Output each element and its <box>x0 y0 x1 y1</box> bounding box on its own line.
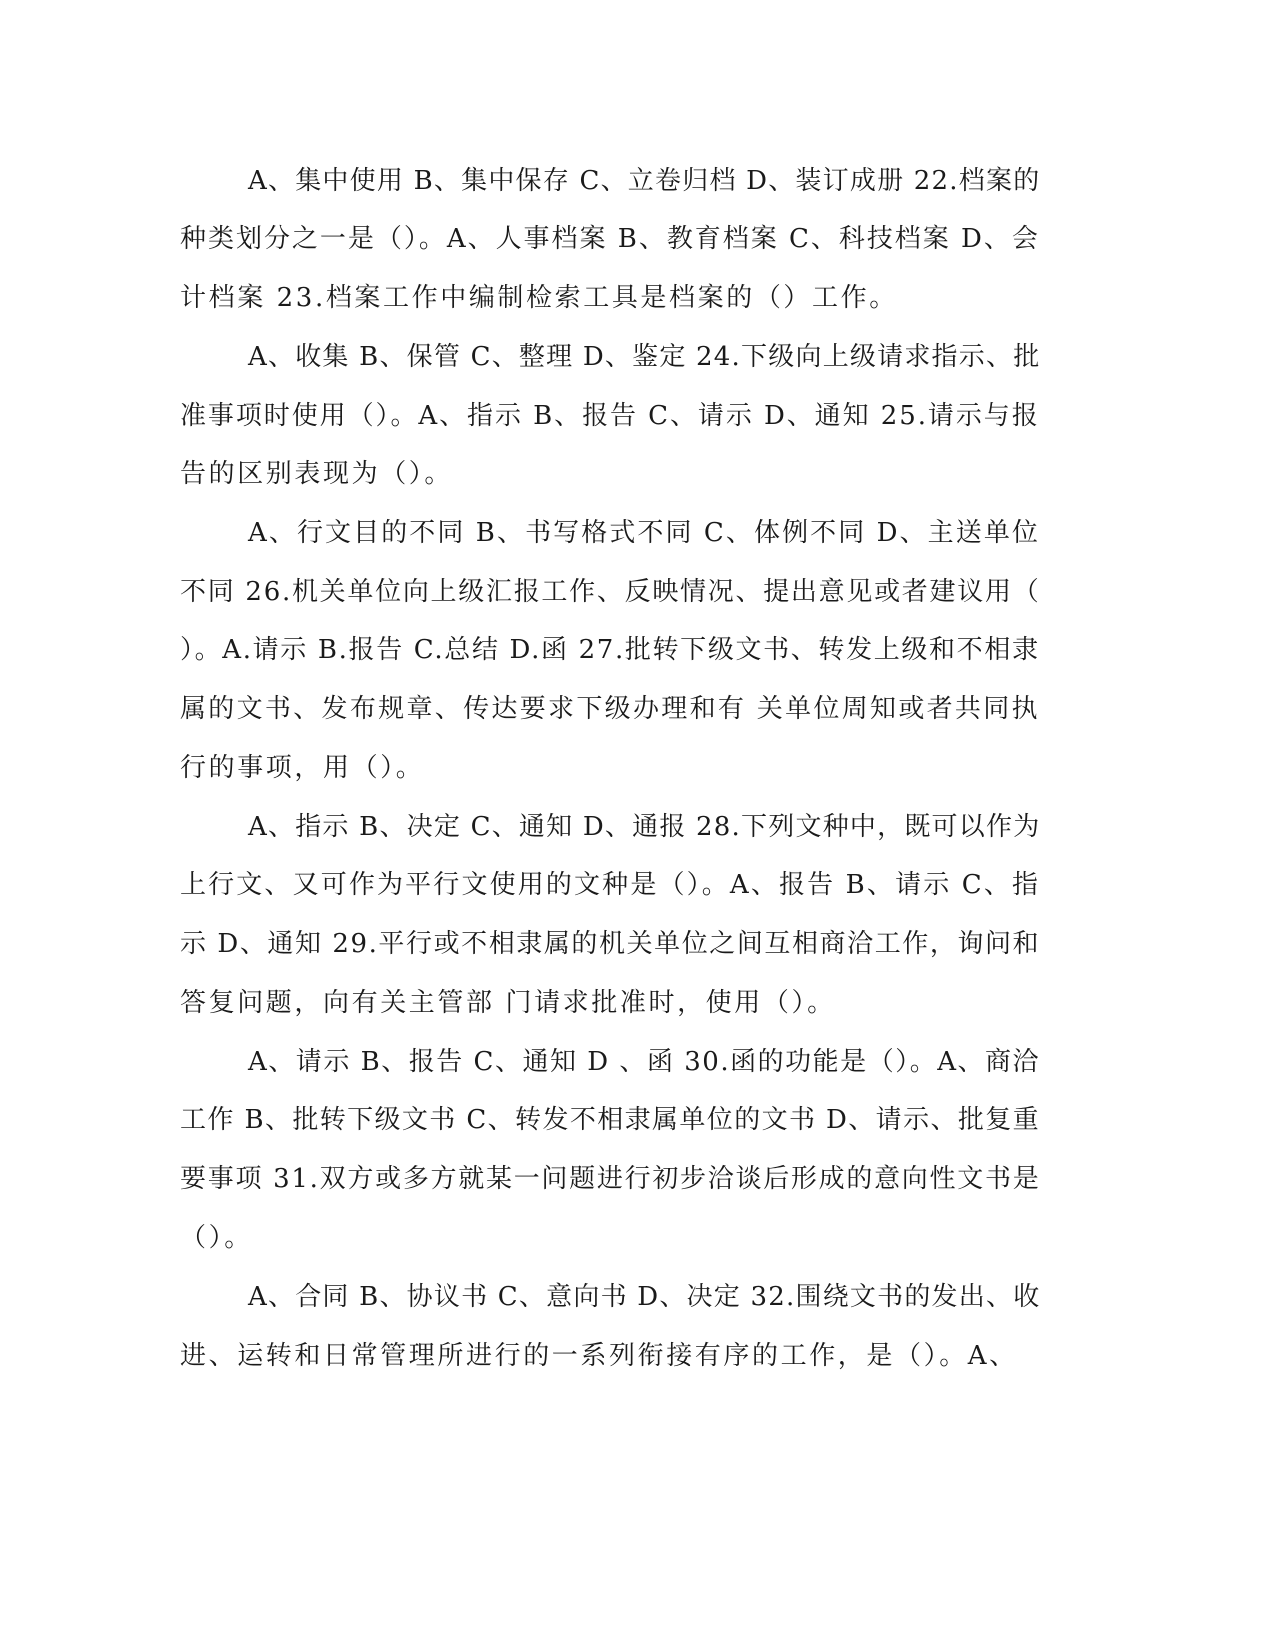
paragraph-2-line-3: 告的区别表现为（）。 <box>180 459 454 489</box>
paragraph-2-line-1: A、收集 B、保管 C、整理 D、鉴定 24.下级向上级请求指示、批 <box>248 342 1041 372</box>
paragraph-4-line-3: 示 D、通知 29.平行或不相隶属的机关单位之间互相商洽工作，询问和 <box>180 929 1041 959</box>
paragraph-3-line-3: ）。A.请示 B.报告 C.总结 D.函 27.批转下级文书、转发上级和不相隶 <box>180 635 1040 665</box>
paragraph-4-line-4: 答复问题，向有关主管部 门请求批准时，使用（）。 <box>180 988 836 1018</box>
paragraph-3-line-4: 属的文书、发布规章、传达要求下级办理和有 关单位周知或者共同执 <box>180 694 1040 724</box>
paragraph-6-line-1: A、合同 B、协议书 C、意向书 D、决定 32.围绕文书的发出、收 <box>248 1282 1041 1312</box>
paragraph-5-line-2: 工作 B、批转下级文书 C、转发不相隶属单位的文书 D、请示、批复重 <box>180 1105 1041 1135</box>
paragraph-3-line-2: 不同 26.机关单位向上级汇报工作、反映情况、提出意见或者建议用（ <box>180 577 1041 607</box>
paragraph-1-line-1: A、集中使用 B、集中保存 C、立卷归档 D、装订成册 22.档案的 <box>248 166 1041 196</box>
paragraph-2-line-2: 准事项时使用（）。A、指示 B、报告 C、请示 D、通知 25.请示与报 <box>180 401 1040 431</box>
paragraph-1-line-3: 计档案 23.档案工作中编制检索工具是档案的（）工作。 <box>180 283 898 313</box>
paragraph-6-line-2: 进、运转和日常管理所进行的一系列衔接有序的工作，是（）。A、 <box>180 1341 1018 1371</box>
paragraph-3-line-1: A、行文目的不同 B、书写格式不同 C、体例不同 D、主送单位 <box>248 518 1041 548</box>
paragraph-5-line-4: （）。 <box>180 1223 253 1253</box>
paragraph-5-line-3: 要事项 31.双方或多方就某一问题进行初步洽谈后形成的意向性文书是 <box>180 1164 1041 1194</box>
paragraph-5-line-1: A、请示 B、报告 C、通知 D 、函 30.函的功能是（）。A、商洽 <box>248 1047 1041 1077</box>
paragraph-4-line-2: 上行文、又可作为平行文使用的文种是（）。A、报告 B、请示 C、指 <box>180 870 1041 900</box>
paragraph-4-line-1: A、指示 B、决定 C、通知 D、通报 28.下列文种中，既可以作为 <box>248 812 1041 842</box>
paragraph-3-line-5: 行的事项，用（）。 <box>180 753 425 783</box>
paragraph-1-line-2: 种类划分之一是（）。A、人事档案 B、教育档案 C、科技档案 D、会 <box>180 224 1040 254</box>
